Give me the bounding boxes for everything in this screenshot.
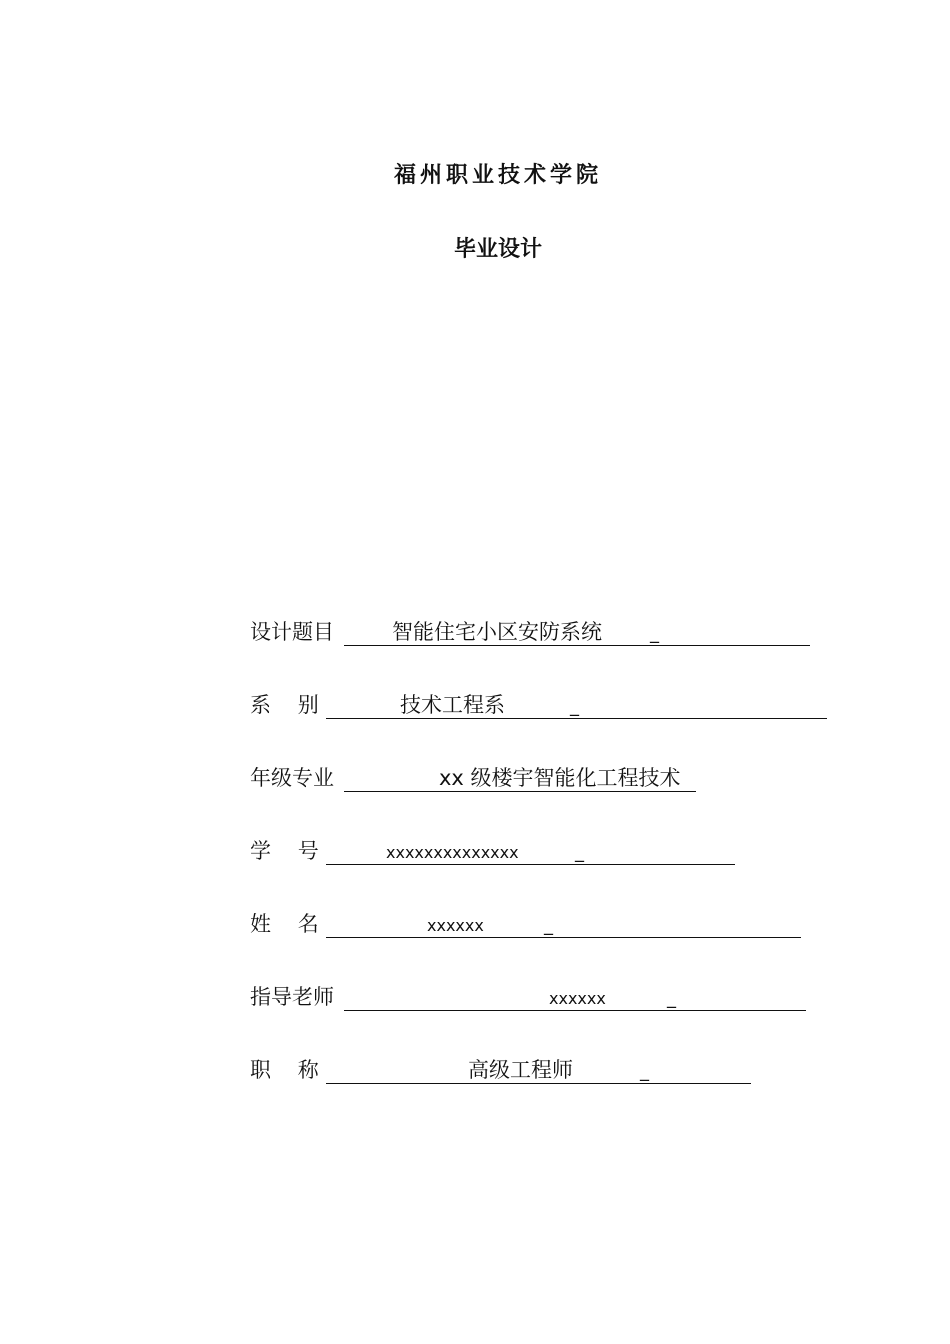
- field-advisor-label: 指导老师: [250, 985, 334, 1009]
- field-advisor-blank-mark: _: [667, 988, 676, 1009]
- field-name-label: 姓 名: [250, 912, 319, 936]
- field-student-id-label: 学 号: [250, 839, 319, 863]
- field-title-blank-mark: _: [640, 1061, 649, 1082]
- field-advisor-value: xxxxxx: [549, 989, 606, 1008]
- field-major-value: xx 级楼宇智能化工程技术: [439, 766, 681, 790]
- field-name-value: xxxxxx: [427, 916, 484, 935]
- field-topic-label: 设计题目: [250, 620, 334, 644]
- field-name-blank-mark: _: [544, 915, 553, 936]
- field-student-id-value: xxxxxxxxxxxxxx: [386, 843, 519, 862]
- field-title-label: 职 称: [250, 1058, 319, 1082]
- field-major-label: 年级专业: [250, 766, 334, 790]
- document-type: 毕业设计: [453, 237, 542, 262]
- field-department-value: 技术工程系: [400, 693, 505, 717]
- institution-title: 福州职业技术学院: [393, 163, 602, 188]
- field-department-blank-mark: _: [570, 696, 579, 717]
- field-title-value: 高级工程师: [468, 1058, 573, 1082]
- field-topic-blank-mark: _: [650, 623, 659, 644]
- field-department-label: 系 别: [250, 693, 319, 717]
- field-student-id-blank-mark: _: [575, 842, 584, 863]
- field-topic-value: 智能住宅小区安防系统: [392, 620, 602, 644]
- field-name-underline: [326, 909, 801, 938]
